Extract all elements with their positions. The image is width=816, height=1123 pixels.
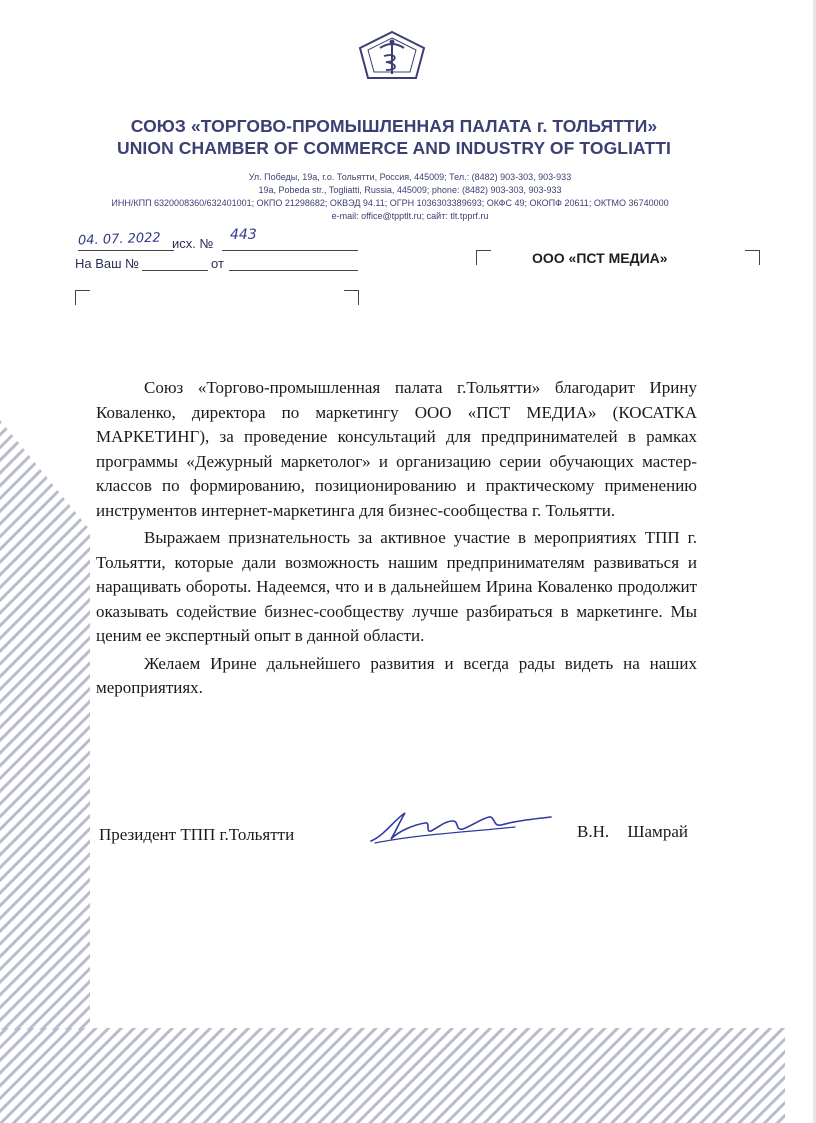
body-paragraph: Желаем Ирине дальнейшего развития и всегда рады видеть на наших мероприятиях. bbox=[96, 653, 697, 697]
reference-number-line bbox=[142, 270, 208, 271]
outgoing-date-line bbox=[78, 250, 174, 251]
body-paragraph: Союз «Торгово-промышленная палата г.Тольятти» благодарит Ирину Коваленко, директора по маркетингу ООО «ПСТ МЕДИА» (КОСАТКА МАРКЕТИНГ), за проведение консультаций для предпринимателей в рамках программы «Дежурный маркетолог» и организацию серии обучающих мастер-классов по формированию, позиционированию и практическому применению инструментов интернет-маркетинга для бизнес-сообщества г. Тольятти. bbox=[96, 378, 697, 520]
corner-mark bbox=[745, 250, 760, 265]
reference-number-label: На Ваш № bbox=[75, 256, 140, 271]
decorative-stripes-left bbox=[0, 420, 90, 1030]
body-paragraph: Выражаем признательность за активное участие в мероприятиях ТПП г. Тольятти, которые дали возможность нашим предпринимателям развиваться и наращивать обороты. Надеемся, что и в дальнейшем Ирина Коваленко продолжит оказывать содействие бизнес-сообществу лучше разбираться в маркетинге. Мы ценим ее экспертный опыт в данной области. bbox=[96, 528, 697, 645]
letter-body bbox=[96, 376, 697, 704]
corner-mark bbox=[75, 290, 90, 305]
address-ru: Ул. Победы, 19а, г.о. Тольятти, Россия, 445009; Тел.: (8482) 903-303, 903-933 bbox=[248, 172, 572, 182]
outgoing-number: 443 bbox=[230, 227, 257, 243]
org-name-en: UNION CHAMBER OF COMMERCE AND INDUSTRY OF TOGLIATTI bbox=[116, 138, 672, 158]
reference-from-label: от bbox=[211, 256, 224, 271]
org-name-ru: СОЮЗ «ТОРГОВО-ПРОМЫШЛЕННАЯ ПАЛАТА г. ТОЛЬЯТТИ» bbox=[130, 116, 658, 136]
signatory-name: В.Н. Шамрай bbox=[577, 822, 688, 841]
reference-date-line bbox=[229, 270, 358, 271]
contacts: e-mail: office@tpptlt.ru; сайт: tlt.tpprf.ru bbox=[331, 211, 489, 221]
corner-mark bbox=[344, 290, 359, 305]
chamber-logo-icon bbox=[358, 30, 426, 82]
decorative-stripes-bottom bbox=[0, 1020, 790, 1123]
signatory-role: Президент ТПП г.Тольятти bbox=[99, 825, 295, 844]
outgoing-date: 04. 07. 2022 bbox=[77, 230, 161, 249]
registration-details: ИНН/КПП 6320008360/632401001; ОКПО 21298682; ОКВЭД 94.11; ОГРН 1036303389693; ОКФС 49; ОКОПФ 20611; ОКТМО 36740000 bbox=[111, 198, 669, 208]
recipient: ООО «ПСТ МЕДИА» bbox=[532, 250, 668, 266]
handwritten-signature bbox=[365, 805, 555, 850]
outgoing-number-line bbox=[222, 250, 358, 251]
corner-mark bbox=[476, 250, 491, 265]
outgoing-number-label: исх. № bbox=[172, 236, 214, 251]
address-en: 19a, Pobeda str., Togliatti, Russia, 445009; phone: (8482) 903-303, 903-933 bbox=[258, 185, 562, 195]
